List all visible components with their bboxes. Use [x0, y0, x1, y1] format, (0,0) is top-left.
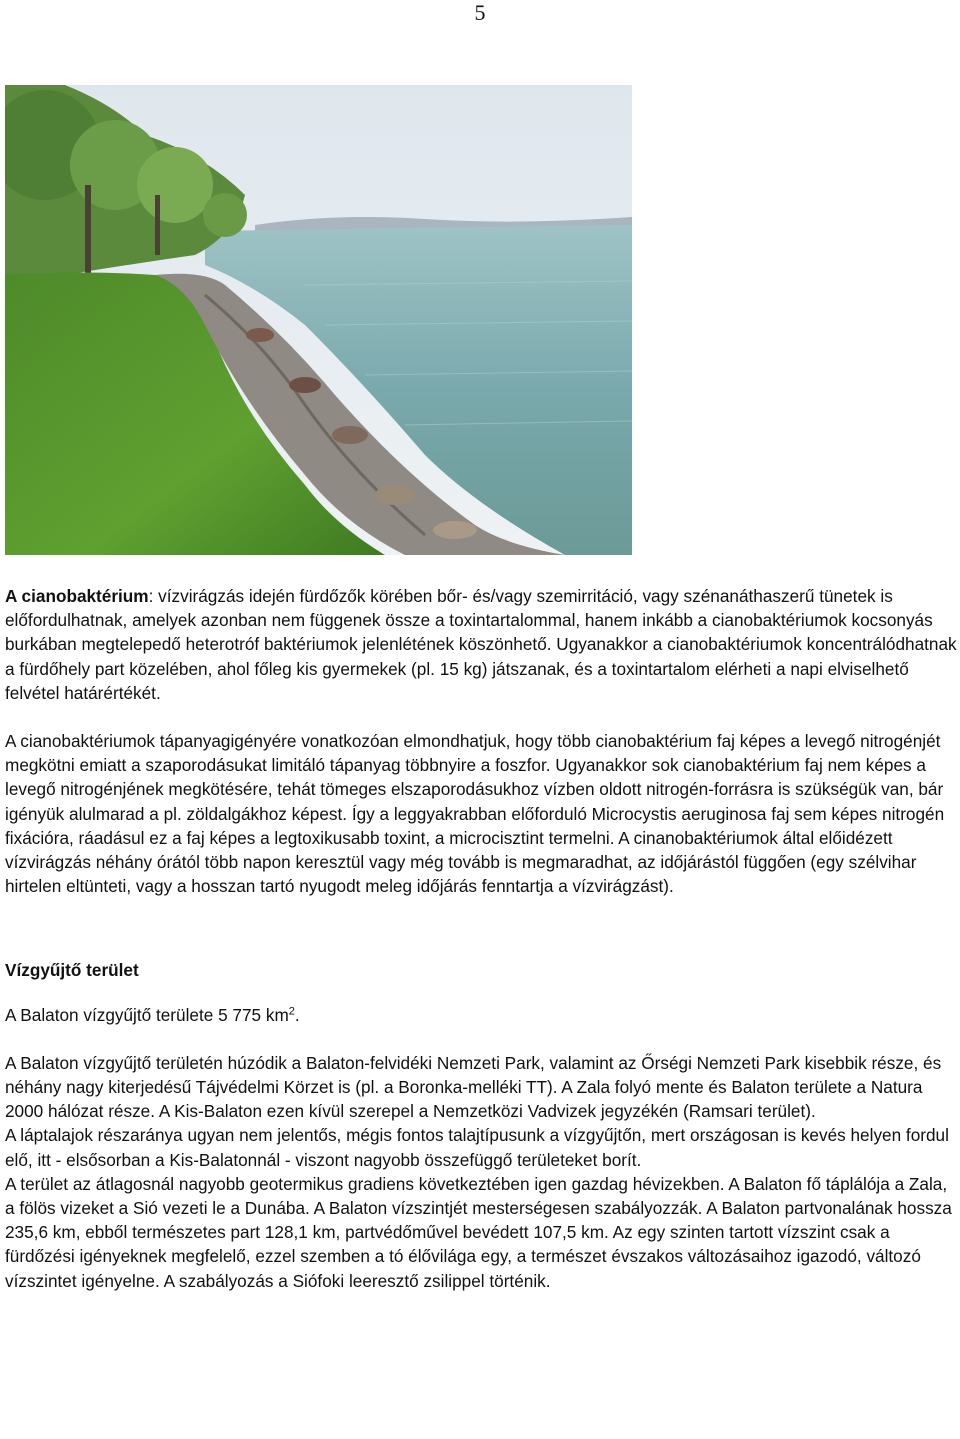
catchment-area-line: [5, 1003, 960, 1027]
page-number: 5: [474, 0, 486, 25]
area-unit-exponent: 2: [288, 1004, 295, 1017]
section-heading: [5, 958, 960, 982]
cyanobacteria-paragraph: [5, 584, 960, 705]
lakeshore-photo: [5, 85, 632, 555]
geothermal-paragraph: A terület az átlagosnál nagyobb geotermikus gradiens következtében igen gazdag hévizekben. A Balaton fő táplálója a Zala, a fölös vizeket a Sió vezeti le a Dunába. A Balaton vízszintjét mesterségesen szabályozzák. A Balaton partvonalának hossza 235,6 km, ebből természetes part 128,1 km, partvédőművel bevédett 107,5 km. Az egy szinten tartott vízszint csak a fürdőzési igényeknek megfelelő, ezzel szemben a tó élővilága egy, a természet évszakos változásaihoz igazodó, változó vízszintet igényelne. A szabályozás a Siófoki leeresztő zsilippel történik.: [5, 1173, 952, 1291]
catchment-area-end: .: [294, 1004, 300, 1025]
cyanobacteria-term: A cianobaktérium: [5, 586, 149, 606]
catchment-area-text: A Balaton vízgyűjtő területe 5 775 km: [5, 1004, 289, 1025]
cyanobacteria-text: : vízvirágzás idején fürdőzők körében bőr- és/vagy szemirritáció, vagy szénanáthaszerű tünetek is előfordulhatnak, amelyek azonban nem függenek össze a toxintartalommal, hanem inkább a cianobaktériumok kocsonyás burkában megtelepedő heterotróf baktériumok jelenlétének köszönhető. Ugyanakkor a cianobaktériumok koncentrálódhatnak a fürdőhely part közelében, ahol főleg kis gyermekek (pl. 15 kg) játszanak, és a toxintartalom elérheti a napi elviselhető felvétel határértékét.: [5, 586, 957, 703]
nutrient-paragraph: A cianobaktériumok tápanyagigényére vonatkozóan elmondhatjuk, hogy több cianobaktérium faj képes a levegő nitrogénjét megkötni emiatt a szaporodásukat limitáló tápanyag többnyire a foszfor. Ugyanakkor sok cianobaktérium faj nem képes a levegő nitrogénjének megkötésére, tehát tömeges elszaporodásukhoz vízben oldott nitrogén-forrásra is szükségük van, bár igényük alulmarad a pl. zöldalgákhoz képest. Így a leggyakrabban előforduló Microcystis aeruginosa faj sem képes nitrogén fixációra, ráadásul ez a faj képes a legtoxikusabb toxint, a microcisztint termelni. A cinanobaktériumok által előidézett vízvirágzás néhány órától több napon keresztül vagy még tovább is megmaradhat, az időjárástól függően (egy szélvihar hirtelen eltünteti, vagy a hosszan tartó nyugodt meleg időjárás fenntartja a vízvirágzást).: [5, 731, 945, 897]
catchment-heading: Vízgyűjtő terület: [5, 960, 139, 981]
document-body: [5, 584, 960, 1293]
protected-areas-paragraph: A Balaton vízgyűjtő területén húzódik a Balaton-felvidéki Nemzeti Park, valamint az Őrségi Nemzeti Park kisebbik része, és néhány nagy kiterjedésű Tájvédelmi Körzet is (pl. a Boronka-melléki TT). A Zala folyó mente és Balaton területe a Natura 2000 hálózat része. A Kis-Balaton ezen kívül szerepel a Nemzetközi Vadvizek jegyzékén (Ramsari terület).: [5, 1052, 942, 1122]
soil-paragraph: A láptalajok részaránya ugyan nem jelentős, mégis fontos talajtípusunk a vízgyűjtőn, mert országosan is kevés helyen fordul elő, itt - elsősorban a Kis-Balatonnál - viszont nagyobb összefüggő területeket borít.: [5, 1125, 949, 1170]
